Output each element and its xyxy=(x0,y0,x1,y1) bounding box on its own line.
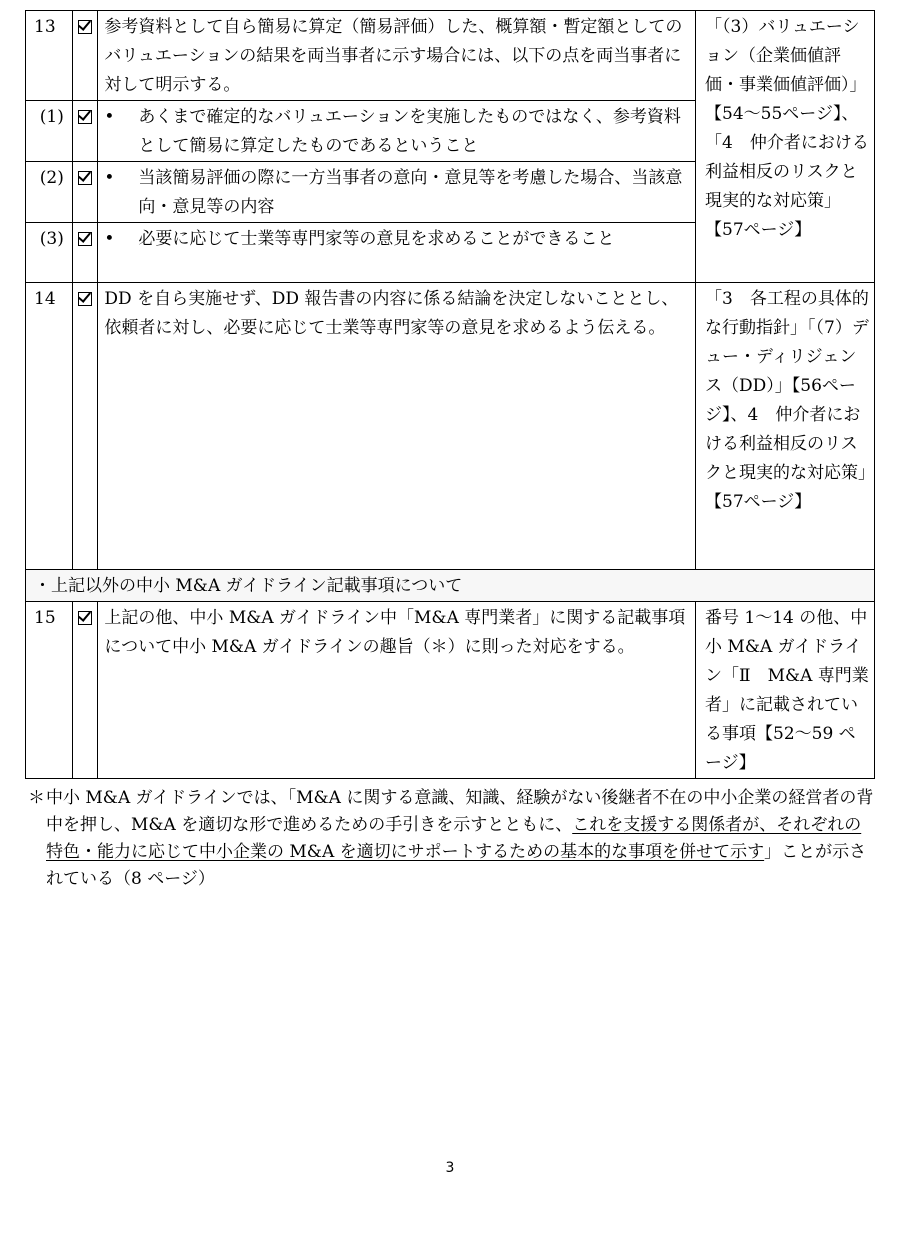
item-checkbox[interactable] xyxy=(72,11,98,101)
item-description: 上記の他、中小 M&A ガイドライン中「M&A 専門業者」に関する記載事項について中小 M&A ガイドラインの趣旨（＊）に則った対応をする。 xyxy=(98,602,696,779)
bullet: • xyxy=(104,107,115,127)
subitem-number: (2) xyxy=(26,162,73,223)
checked-box-icon[interactable] xyxy=(78,110,92,124)
item-reference: 「（3）バリュエーション（企業価値評価・事業価値評価）」【54～55ページ】、「4 仲介者における利益相反のリスクと現実的な対応策」【57ページ】 xyxy=(696,11,875,283)
table-row xyxy=(26,602,875,779)
footnote xyxy=(28,785,878,893)
item-reference: 番号 1～14 の他、中小 M&A ガイドライン「Ⅱ M&A 専門業者」に記載されている事項【52～59 ページ】 xyxy=(696,602,875,779)
item-checkbox[interactable] xyxy=(72,602,98,779)
footnote-mark: ＊ xyxy=(28,788,45,808)
subitem-number: (1) xyxy=(26,101,73,162)
item-reference: 「3 各工程の具体的な行動指針」「（7）デュー・ディリジェンス（DD）」【56ページ】、4 仲介者における利益相反のリスクと現実的な対応策」【57ページ】 xyxy=(696,283,875,570)
table-row xyxy=(26,11,875,101)
subitem-checkbox[interactable] xyxy=(72,162,98,223)
item-description: 参考資料として自ら簡易に算定（簡易評価）した、概算額・暫定額としてのバリュエーションの結果を両当事者に示す場合には、以下の点を両当事者に対して明示する。 xyxy=(98,11,696,101)
checked-box-icon[interactable] xyxy=(78,20,92,34)
table-row xyxy=(26,283,875,570)
checked-box-icon[interactable] xyxy=(78,611,92,625)
item-checkbox[interactable] xyxy=(72,283,98,570)
checked-box-icon[interactable] xyxy=(78,232,92,246)
checked-box-icon[interactable] xyxy=(78,292,92,306)
page-number: 3 xyxy=(445,1160,455,1176)
checklist-table xyxy=(25,10,875,779)
subitem-checkbox[interactable] xyxy=(72,101,98,162)
bullet: • xyxy=(104,229,115,249)
subitem-checkbox[interactable] xyxy=(72,223,98,283)
item-number: 14 xyxy=(26,283,73,570)
subitem-description: • あくまで確定的なバリュエーションを実施したものではなく、参考資料として簡易に算定したものであるということ xyxy=(98,101,696,162)
section-header: ・上記以外の中小 M&A ガイドライン記載事項について xyxy=(26,570,875,602)
subitem-description: • 当該簡易評価の際に一方当事者の意向・意見等を考慮した場合、当該意向・意見等の内容 xyxy=(98,162,696,223)
item-number: 15 xyxy=(26,602,73,779)
checked-box-icon[interactable] xyxy=(78,171,92,185)
bullet: • xyxy=(104,168,115,188)
subitem-description: • 必要に応じて士業等専門家等の意見を求めることができること xyxy=(98,223,696,283)
footnote-text: 中小 M&A ガイドラインでは、「M&A に関する意識、知識、経験がない後継者不在の中小企業の経営者の背中を押し、M&A を適切な形で進めるための手引きを示すとともに、これを支援する関係者が、それぞれの特色・能力に応じて中小企業の M&A を適切にサポートするための基本的な事項を併せて示す」ことが示されている（8 ページ） xyxy=(46,788,874,889)
item-number: 13 xyxy=(26,11,73,101)
footnote-underlined-text: これを支援する関係者が、それぞれの特色・能力に応じて中小企業の M&A を適切にサポートするための基本的な事項を併せて示す xyxy=(46,815,862,862)
subitem-number: (3) xyxy=(26,223,73,283)
table-row xyxy=(26,570,875,602)
item-description: DD を自ら実施せず、DD 報告書の内容に係る結論を決定しないこととし、依頼者に対し、必要に応じて士業等専門家等の意見を求めるよう伝える。 xyxy=(98,283,696,570)
